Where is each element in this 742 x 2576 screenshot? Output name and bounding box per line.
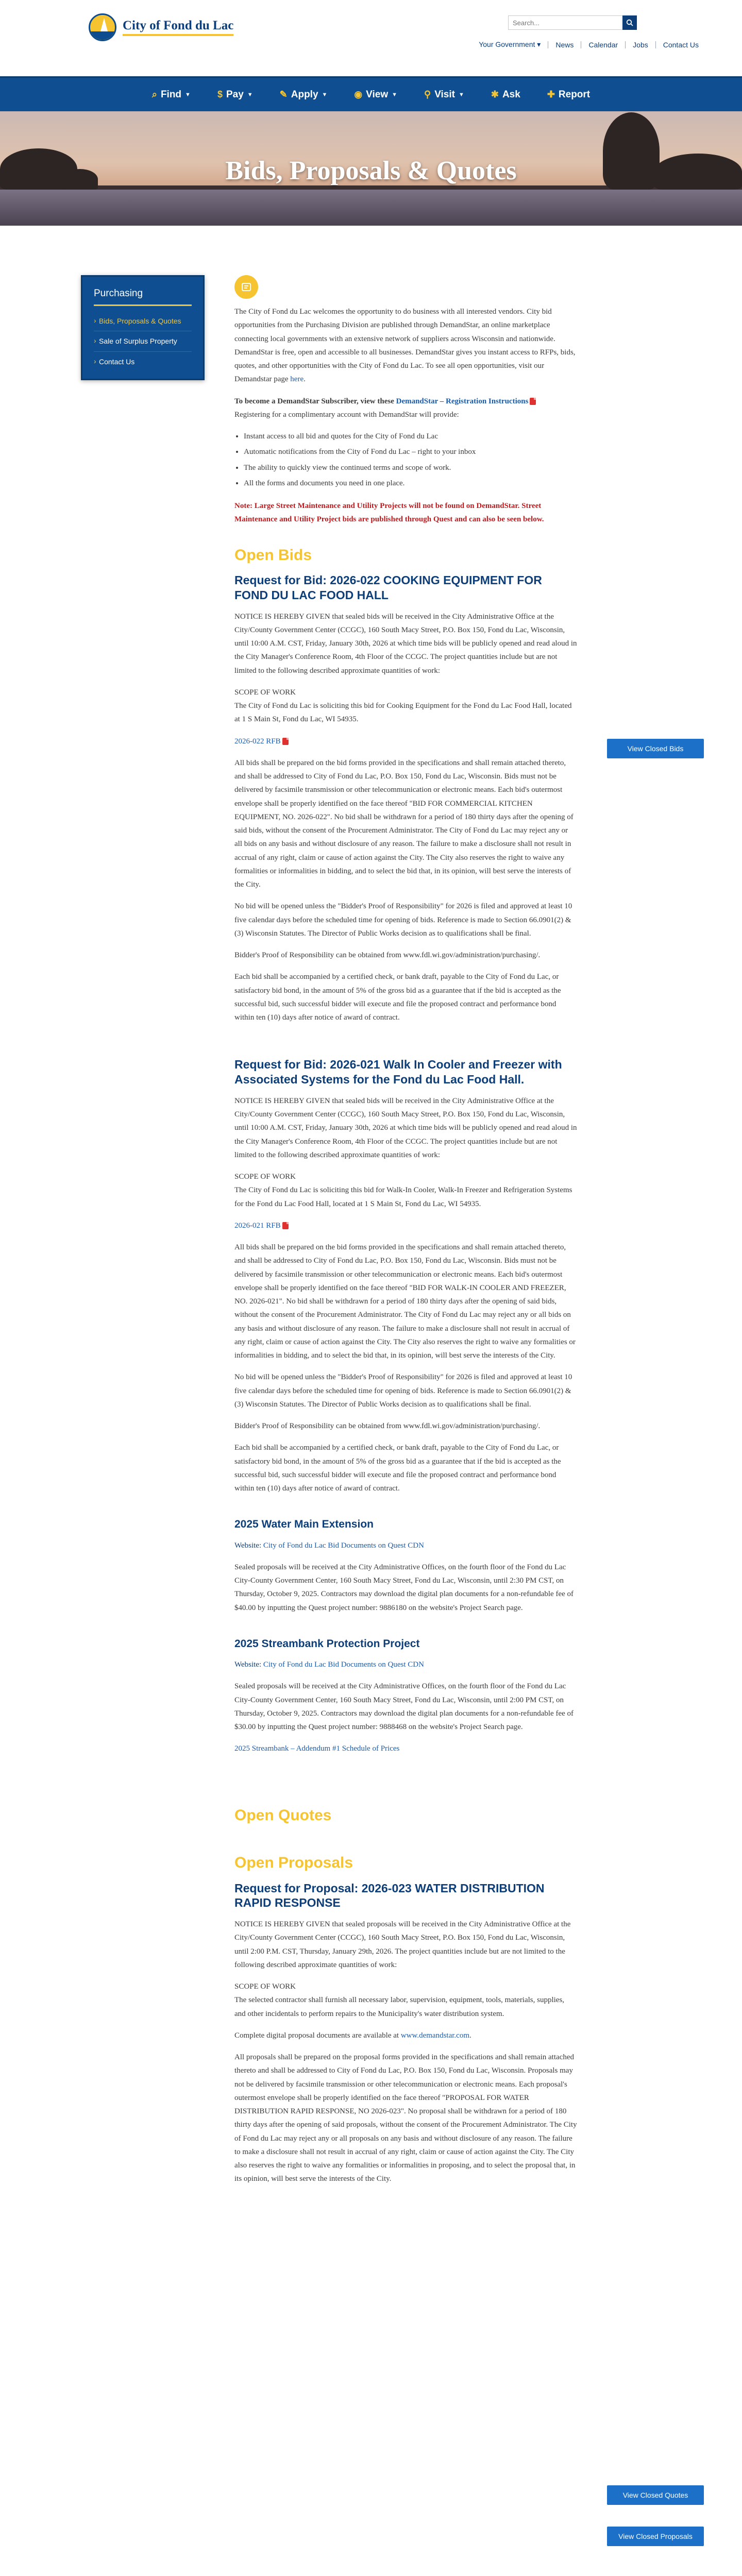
- demandstar-docs-link[interactable]: www.demandstar.com: [400, 2031, 469, 2040]
- nav-find[interactable]: [152, 89, 191, 100]
- info-icon: [234, 275, 258, 299]
- nav-pay[interactable]: [217, 89, 253, 100]
- quest-cdn-link[interactable]: City of Fond du Lac Bid Documents on Quest CDN: [263, 1660, 424, 1669]
- intro-text: The City of Fond du Lac welcomes the opportunity to do business with all interested vendors. City bid opportunities from the Purchasing Division are published through DemandStar, an online marketplace connecting local governments with an extensive network of suppliers across Wisconsin and nationwide. DemandStar is free, open and accessible to all businesses. DemandStar gives you instant access to RFPs, bids, quotes, and other opportunities with the City of Fond du Lac. To see all open opportunities, visit our Demandstar page: [234, 308, 576, 384]
- nav-report[interactable]: [547, 89, 590, 100]
- hero-water: [0, 190, 742, 226]
- util-nav-news[interactable]: News: [555, 40, 574, 49]
- sidebar-item-surplus[interactable]: › Sale of Surplus Property: [94, 331, 192, 351]
- scope-text: The City of Fond du Lac is soliciting this bid for Walk-In Cooler, Walk-In Freezer and Refrigeration Systems for the Fond du Lac Food Hall, located at 1 S Main St, Fond du Lac, WI 54935.: [234, 1186, 572, 1208]
- bid-bond: Each bid shall be accompanied by a certified check, or bank draft, payable to the City of Fond du Lac, or satisfactory bid bond, in the amount of 5% of the gross bid as a guarantee that if the bid is accepted as the successful bid, such successful bidder will execute and file the proposed contract and performance bond within ten (10) days after notice of award of contract.: [234, 1444, 561, 1493]
- chevron-down-icon: ▼: [458, 91, 464, 98]
- website-label: Website:: [234, 1660, 262, 1669]
- search-icon: [626, 19, 633, 26]
- bid-body: All bids shall be prepared on the bid forms provided in the specifications and shall remain attached thereto, and shall be addressed to City of Fond du Lac, P.O. Box 150, Fond du Lac, Wisconsin. Bids must not be delivered by facsimile transmission or other telecommunication or electronic means. Each bid's outermost envelope shall be properly identified on the face thereof "BID FOR COMMERCIAL KITCHEN EQUIPMENT, NO. 2026-022". No bid shall be withdrawn for a period of 180 thirty days after the opening of said bids, without the consent of the Procurement Administrator. The City of Fond du Lac may reject any or all bids on any basis and without disclosure of any reason. The failure to make a disclosure shall not result in accrual of any right, claim or cause of action against the City. The City also reserves the right to waive any formalities or informalities in bidding, and to select the bid that, in its opinion, will best serve the interests of the City.: [234, 758, 574, 889]
- view-closed-proposals-button[interactable]: View Closed Proposals: [607, 2527, 704, 2546]
- proposal-title: Request for Proposal: 2026-023 WATER DISTRIBUTION RAPID RESPONSE: [234, 1881, 545, 1910]
- spacer: [234, 1032, 577, 1053]
- proposal-notice: NOTICE IS HEREBY GIVEN that sealed proposals will be received in the City Administrative Office at the City/County Government Center (CCGC), 160 South Macy Street, P.O. Box 150, Fond du Lac, Wisconsin, until 2:00 P.M. CST, Thursday, January 29th, 2026. The project quantities include but are not limited to the following described approximate quantities of work:: [234, 1920, 571, 1969]
- chevron-down-icon: ▼: [322, 91, 328, 98]
- nav-visit[interactable]: [424, 89, 464, 100]
- util-nav-government[interactable]: Your Government ▾: [479, 40, 541, 48]
- benefits-list: [244, 430, 577, 490]
- bid-title: Request for Bid: 2026-021 Walk In Cooler and Freezer with Associated Systems for the Fond du Lac Food Hall.: [234, 1058, 562, 1086]
- bid-notice: NOTICE IS HEREBY GIVEN that sealed bids will be received in the City Administrative Office at the City/County Government Center (CCGC), 160 South Macy Street, P.O. Box 150, Fond du Lac, Wisconsin, until 10:00 A.M. CST, Friday, January 30th, 2026 at which time bids will be publicly opened and read aloud in the City Manager's Conference Room, 4th Floor of the CCGC. The project quantities include but are not limited to the following described approximate quantities of work:: [234, 1096, 577, 1159]
- street-projects-note: Note: Large Street Maintenance and Utility Projects will not be found on DemandStar. Street Maintenance and Utility Project bids are published through Quest and can also be seen below.: [234, 502, 544, 524]
- docs-text: Complete digital proposal documents are available at: [234, 2031, 399, 2040]
- proposal-docs: Complete digital proposal documents are available at www.demandstar.com.: [234, 2031, 471, 2040]
- bid-title: Request for Bid: 2026-022 COOKING EQUIPMENT FOR FOND DU LAC FOOD HALL: [234, 573, 542, 602]
- quest-bid-title: 2025 Water Main Extension: [234, 1518, 374, 1531]
- question-icon: ✱: [491, 89, 499, 99]
- intro-paragraph: The City of Fond du Lac welcomes the opportunity to do business with all interested vendors. City bid opportunities from the Purchasing Division are published through DemandStar, an online marketplace connecting local governments with an extensive network of suppliers across Wisconsin and nationwide. DemandStar is free, open and accessible to all businesses. DemandStar gives you instant access to RFPs, bids, quotes, and other opportunities with the City of Fond du Lac. To see all open opportunities, visit our Demandstar page here.: [234, 308, 576, 384]
- content-area: [0, 226, 742, 2540]
- search-button[interactable]: [622, 15, 637, 30]
- bid-scope: [234, 686, 577, 726]
- bid-bond: Each bid shall be accompanied by a certified check, or bank draft, payable to the City of Fond du Lac, or satisfactory bid bond, in the amount of 5% of the gross bid as a guarantee that if the bid is accepted as the successful bid, such successful bidder will execute and file the proposed contract and performance bond within ten (10) days after notice of award of contract.: [234, 973, 561, 1022]
- proposal-body: All proposals shall be prepared on the proposal forms provided in the specifications and shall remain attached thereto and shall be addressed to City of Fond du Lac, P.O. Box 150, Fond du Lac, Wisconsin. Proposals may not be delivered by facsimile transmission or other telecommunication or electronic means. Each proposal's outermost envelope shall be properly identified on the face thereof "PROPOSAL FOR WATER DISTRIBUTION RAPID RESPONSE, NO 2026-023". No proposal shall be withdrawn for a period of 180 thirty days after the opening of said proposals, without the consent of the Procurement Administrator. The City of Fond du Lac may reject any or all proposals on any basis and without disclosure of any reason. The failure to make a disclosure shall not result in accrual of any right, claim or cause of action against the City. The City also reserves the right to waive any formalities or informalities in proposing, and to select the proposal that, in its opinion, will best serve the interests of the City.: [234, 2053, 577, 2183]
- nav-ask[interactable]: [491, 89, 520, 100]
- scope-label: SCOPE OF WORK: [234, 688, 296, 697]
- scope-text: The selected contractor shall furnish all necessary labor, supervision, equipment, tools, materials, supplies, and other incidentals to perform repairs to the Municipality's water distribution system.: [234, 1996, 565, 2018]
- dollar-icon: $: [217, 89, 223, 99]
- registration-instructions-link[interactable]: DemandStar – Registration Instructions: [396, 397, 529, 405]
- quest-cdn-link[interactable]: City of Fond du Lac Bid Documents on Quest CDN: [263, 1541, 424, 1550]
- site-header: [0, 0, 742, 76]
- proposal-scope: [234, 1980, 577, 2021]
- chevron-down-icon: ▼: [185, 91, 191, 98]
- quest-bid-title: 2025 Streambank Protection Project: [234, 1637, 420, 1650]
- bid-rfb: [234, 1219, 577, 1232]
- quest-website: [234, 1658, 577, 1671]
- bid-body: All bids shall be prepared on the bid forms provided in the specifications and shall remain attached thereto, and shall be addressed to City of Fond du Lac, P.O. Box 150, Fond du Lac, Wisconsin. Bids must not be delivered by facsimile transmission or other telecommunication or electronic means. Each bid's outermost envelope shall be properly identified on the face thereof "BID FOR WALK-IN COOLER AND FREEZER, NO. 2026-021". No bid shall be withdrawn for a period of 180 thirty days after the opening of said bids, without the consent of the Procurement Administrator. The City of Fond du Lac may reject any or all bids on any basis and without disclosure of any reason. The failure to make a disclosure shall not result in accrual of any right, claim or cause of action against the City. The City also reserves the right to waive any formalities or informalities in bidding, and to select the bid that, in its opinion, will best serve the interests of the City.: [234, 1243, 576, 1360]
- subscriber-lead: To become a DemandStar Subscriber, view these: [234, 397, 394, 405]
- header-search: [508, 15, 637, 30]
- nav-label: Ask: [502, 89, 520, 100]
- site-logo[interactable]: [89, 13, 233, 41]
- nav-label: Apply: [291, 89, 318, 100]
- eye-icon: ◉: [354, 89, 363, 99]
- pencil-icon: ✎: [279, 89, 288, 99]
- search-input[interactable]: [508, 15, 622, 30]
- sidebar-list: [82, 306, 203, 379]
- demandstar-link[interactable]: here: [290, 375, 304, 384]
- sidebar-nav: [81, 275, 205, 380]
- util-nav-jobs[interactable]: Jobs: [633, 40, 648, 49]
- nav-label: View: [366, 89, 389, 100]
- bid-proof: Bidder's Proof of Responsibility can be obtained from www.fdl.wi.gov/administration/purchasing/.: [234, 951, 541, 959]
- pdf-icon: [282, 1222, 289, 1229]
- bid-notice: NOTICE IS HEREBY GIVEN that sealed bids will be received in the City Administrative Office at the City/County Government Center (CCGC), 160 South Macy Street, P.O. Box 150, Fond du Lac, Wisconsin, until 10:00 A.M. CST, Friday, January 30th, 2026 at which time bids will be publicly opened and read aloud in the City Manager's Conference Room, 4th Floor of the CCGC. The project quantities include but are not limited to the following described approximate quantities of work:: [234, 612, 577, 675]
- subscriber-text: Registering for a complimentary account with DemandStar will provide:: [234, 410, 459, 419]
- util-nav-contact[interactable]: Contact Us: [663, 40, 699, 49]
- chevron-down-icon: ▼: [392, 91, 397, 98]
- bid-opening: No bid will be opened unless the "Bidder's Proof of Responsibility" for 2026 is filed and approved at least 10 five calendar days before the scheduled time for opening of bids. Reference is made to Section 66.0901(2) & (3) Wisconsin Statutes. The Director of Public Works decision as to qualifications shall be final.: [234, 902, 572, 938]
- location-icon: ⚲: [424, 89, 431, 99]
- nav-label: Find: [160, 89, 182, 100]
- list-item: • Instant access to all bid and quotes for the City of Fond du Lac: [244, 430, 577, 443]
- sidebar-item-contact[interactable]: › Contact Us: [94, 352, 192, 371]
- bid-proof: Bidder's Proof of Responsibility can be obtained from www.fdl.wi.gov/administration/purchasing/.: [234, 1422, 541, 1430]
- addendum: [234, 1742, 577, 1755]
- list-item: • Automatic notifications from the City of Fond du Lac – right to your inbox: [244, 445, 577, 459]
- list-item: • The ability to quickly view the continued terms and scope of work.: [244, 461, 577, 474]
- util-nav-calendar[interactable]: Calendar: [588, 40, 618, 49]
- utility-nav: [471, 40, 706, 49]
- quest-body: Sealed proposals will be received at the City Administrative Offices, on the fourth floor of the Fond du Lac City-County Government Center, 160 South Macy Street, Fond du Lac, Wisconsin, until 2:30 PM CST, on Thursday, October 9, 2025. Contractors may download the digital plan documents for a non-refundable fee of $40.00 by inputting the Quest project number: 9886180 on the website's Project Search page.: [234, 1563, 574, 1612]
- bid-scope: [234, 1170, 577, 1211]
- pdf-icon: [282, 738, 289, 745]
- search-icon: ⌕: [151, 89, 157, 99]
- scope-label: SCOPE OF WORK: [234, 1982, 296, 1991]
- scope-label: SCOPE OF WORK: [234, 1173, 296, 1181]
- quest-body: Sealed proposals will be received at the City Administrative Offices, on the fourth floor of the Fond du Lac City-County Government Center, 160 South Macy Street, Fond du Lac, Wisconsin, until 2:00 PM CST, on Thursday, October 9, 2025. Contractors may download the digital plan documents for a non-refundable fee of $30.00 by inputting the Quest project number: 9888468 on the website's Project Search page.: [234, 1682, 574, 1731]
- view-closed-quotes-button[interactable]: View Closed Quotes: [607, 2485, 704, 2505]
- quest-website: [234, 1539, 577, 1552]
- sidebar-item-bids[interactable]: › Bids, Proposals & Quotes: [94, 311, 192, 331]
- page-title: Bids, Proposals & Quotes: [225, 156, 517, 185]
- nav-label: Visit: [434, 89, 455, 100]
- open-proposals-heading: Open Proposals: [234, 1854, 353, 1871]
- addendum-link[interactable]: 2025 Streambank – Addendum #1 Schedule of Prices: [234, 1744, 400, 1753]
- rfb-link[interactable]: 2026-022 RFB: [234, 737, 281, 745]
- subscriber-paragraph: [234, 395, 577, 422]
- nav-label: Pay: [226, 89, 244, 100]
- bid-rfb: [234, 735, 577, 748]
- nav-view[interactable]: [354, 89, 397, 100]
- main-nav: [0, 76, 742, 111]
- open-bids-heading: Open Bids: [234, 546, 312, 564]
- pdf-icon: [530, 398, 536, 405]
- sidebar-title: Purchasing: [94, 277, 192, 306]
- chevron-down-icon: ▼: [247, 91, 253, 98]
- rfb-link[interactable]: 2026-021 RFB: [234, 1221, 281, 1230]
- bid-opening: No bid will be opened unless the "Bidder's Proof of Responsibility" for 2026 is filed and approved at least 10 five calendar days before the scheduled time for opening of bids. Reference is made to Section 66.0901(2) & (3) Wisconsin Statutes. The Director of Public Works decision as to qualifications shall be final.: [234, 1373, 572, 1409]
- list-item: • All the forms and documents you need in one place.: [244, 477, 577, 490]
- main-content: [234, 275, 577, 2194]
- website-label: Website:: [234, 1541, 262, 1550]
- open-quotes-heading: Open Quotes: [234, 1806, 332, 1824]
- view-closed-bids-button[interactable]: View Closed Bids: [607, 739, 704, 758]
- lighthouse-logo-icon: [89, 13, 116, 41]
- megaphone-icon: ✚: [547, 89, 555, 99]
- hero-banner: [0, 111, 742, 226]
- scope-text: The City of Fond du Lac is soliciting this bid for Cooking Equipment for the Fond du Lac Food Hall, located at 1 S Main St, Fond du Lac, WI 54935.: [234, 702, 572, 724]
- nav-label: Report: [558, 89, 591, 100]
- nav-apply[interactable]: [280, 89, 328, 100]
- logo-text: City of Fond du Lac: [123, 19, 233, 36]
